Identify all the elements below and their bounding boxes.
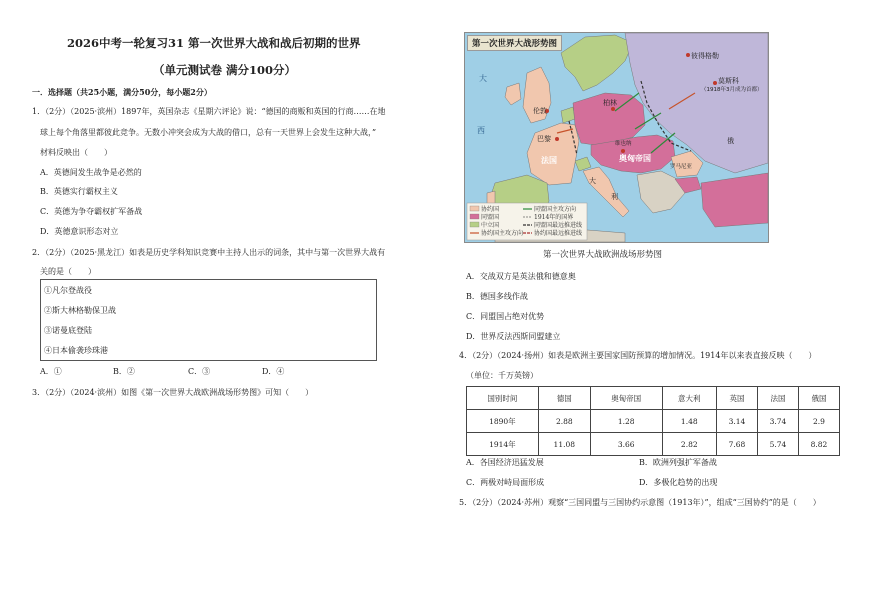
- q2-answer-c[interactable]: C．③: [188, 367, 211, 376]
- table-header: 奥匈帝国: [590, 387, 662, 410]
- table-cell: 3.66: [590, 433, 662, 456]
- ww1-europe-map: [464, 32, 769, 243]
- legend-1914-border: 1914年的国界: [534, 214, 574, 221]
- q5-stem: 5．（2分）（2024·苏州）观察“三国同盟与三国协约示意图（1913年）”，组成“三国协约”的是（ ）: [459, 498, 821, 507]
- table-cell: 3.14: [716, 410, 757, 433]
- table-header: 俄国: [798, 387, 839, 410]
- table-cell: 7.68: [716, 433, 757, 456]
- q1-stem-line3: 材料反映出（ ）: [40, 148, 112, 157]
- label-atlantic-1: 大: [479, 74, 487, 83]
- q3-option-c[interactable]: C．同盟国占绝对优势: [466, 312, 545, 321]
- table-row: [467, 410, 840, 433]
- table-cell: 1.48: [662, 410, 716, 433]
- label-italy-1: 大: [589, 177, 596, 185]
- label-austria-hungary: 奥匈帝国: [619, 154, 651, 163]
- q3-option-d[interactable]: D．世界反法西斯同盟建立: [466, 332, 561, 341]
- q1-option-c[interactable]: C．英德为争夺霸权扩军备战: [40, 207, 143, 216]
- label-atlantic-2: 西: [477, 126, 485, 135]
- q2-stem-line2: 关的是（ ）: [40, 267, 96, 276]
- label-moscow: 莫斯科: [718, 77, 739, 85]
- table-cell: 1914年: [467, 433, 539, 456]
- table-header-row: [467, 387, 840, 410]
- q2-term-2: ②斯大林格勒保卫战: [44, 306, 116, 315]
- page-subtitle: （单元测试卷 满分100分）: [153, 63, 297, 77]
- q3-stem: 3．（2分）（2024·滨州）如图《第一次世界大战欧洲战场形势图》可知（ ）: [32, 388, 314, 397]
- q1-stem-line1: 1．（2分）（2025·滨州）1897年，英国杂志《星期六评论》说：“德国的商贩和英国的行商……在地: [32, 107, 386, 116]
- q2-term-box: [40, 279, 377, 361]
- table-cell: 2.88: [538, 410, 590, 433]
- q4-option-c[interactable]: C．两极对峙局面形成: [466, 478, 545, 487]
- q3-option-b[interactable]: B．德国多线作战: [466, 292, 528, 301]
- page-title: 2026中考一轮复习31 第一次世界大战和战后初期的世界: [67, 36, 361, 50]
- label-paris: 巴黎: [537, 135, 551, 143]
- table-cell: 11.08: [538, 433, 590, 456]
- label-italy-2: 利: [611, 193, 618, 201]
- legend-central-attack: 同盟国主攻方向: [534, 206, 577, 213]
- section-heading: 一．选择题（共25小题，满分50分，每小题2分）: [32, 87, 212, 97]
- table-header: 法国: [757, 387, 798, 410]
- marker-moscow: [713, 81, 717, 85]
- marker-vienna: [621, 149, 625, 153]
- q2-term-3: ③诺曼底登陆: [44, 326, 92, 335]
- map-legend: [467, 203, 587, 240]
- label-france: 法国: [541, 156, 557, 165]
- q4-stem: 4．（2分）（2024·扬州）如表是欧洲主要国家国防预算的增加情况。1914年以来表直接反映（ ）: [459, 351, 817, 360]
- label-london: 伦敦: [533, 107, 547, 115]
- map-svg: [465, 33, 768, 242]
- defense-budget-table: [466, 386, 840, 456]
- q4-unit: （单位：千万英镑）: [466, 371, 538, 380]
- table-header: 国别时间: [467, 387, 539, 410]
- label-russia: 俄: [727, 137, 734, 145]
- table-cell: 1890年: [467, 410, 539, 433]
- q1-stem-line2: 球上每个角落里都彼此竞争。无数小冲突会成为大战的借口，总有一天世界上会发生这种大战，”: [40, 128, 377, 137]
- marker-paris: [555, 137, 559, 141]
- label-petrograd: 彼得格勒: [691, 52, 719, 60]
- q2-stem-line1: 2．（2分）（2025·黑龙江）如表是历史学科知识竞赛中主持人出示的词条，其中与第一次世界大战有: [32, 248, 386, 257]
- marker-petrograd: [686, 53, 690, 57]
- table-cell: 2.9: [798, 410, 839, 433]
- table-cell: 8.82: [798, 433, 839, 456]
- marker-berlin: [611, 107, 615, 111]
- q2-term-4: ④日本偷袭珍珠港: [44, 346, 108, 355]
- legend-entente-furthest: 协约国最远推进线: [534, 230, 583, 237]
- q1-option-d[interactable]: D．英德意识形态对立: [40, 227, 119, 236]
- table-cell: 3.74: [757, 410, 798, 433]
- legend-entente: 协约国: [481, 206, 500, 213]
- label-moscow-note: （1918年3月成为首都）: [701, 87, 763, 93]
- label-romania: 罗马尼亚: [670, 164, 693, 170]
- table-cell: 2.82: [662, 433, 716, 456]
- table-header: 意大利: [662, 387, 716, 410]
- q3-option-a[interactable]: A．交战双方是英法俄和德意奥: [466, 272, 576, 281]
- q2-answer-a[interactable]: A．①: [40, 367, 62, 376]
- map-title: 第一次世界大战形势图: [467, 35, 562, 51]
- legend-central: 同盟国: [481, 214, 500, 221]
- legend-entente-attack: 协约国主攻方向: [481, 230, 524, 237]
- q1-option-a[interactable]: A．英德间发生战争是必然的: [40, 168, 142, 177]
- q2-answer-b[interactable]: B．②: [113, 367, 135, 376]
- table-header: 德国: [538, 387, 590, 410]
- q4-option-d[interactable]: D．多极化趋势的出现: [639, 478, 718, 487]
- table-cell: 5.74: [757, 433, 798, 456]
- legend-neutral: 中立国: [481, 222, 500, 229]
- table-header: 英国: [716, 387, 757, 410]
- q4-option-a[interactable]: A．各国经济迅猛发展: [466, 458, 544, 467]
- label-vienna: 维也纳: [615, 141, 632, 147]
- q1-option-b[interactable]: B．英德实行霸权主义: [40, 187, 118, 196]
- q2-term-1: ①凡尔登战役: [44, 286, 92, 295]
- table-row: [467, 433, 840, 456]
- q4-option-b[interactable]: B．欧洲列强扩军备战: [639, 458, 717, 467]
- label-berlin: 柏林: [603, 99, 617, 107]
- table-cell: 1.28: [590, 410, 662, 433]
- map-caption: 第一次世界大战欧洲战场形势图: [543, 250, 663, 260]
- q2-answer-d[interactable]: D．④: [262, 367, 285, 376]
- legend-central-furthest: 同盟国最远推进线: [534, 222, 583, 229]
